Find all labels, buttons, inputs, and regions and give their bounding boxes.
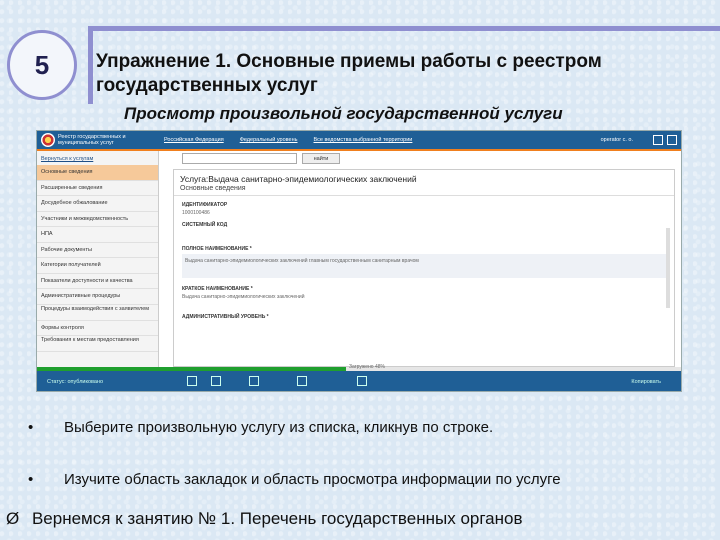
app-header <box>37 131 681 149</box>
short-name-value[interactable]: Выдача санитарно-эпидемиологических заключений <box>182 294 305 300</box>
decorative-left-bar <box>88 26 93 104</box>
sidebar-item-interaction[interactable]: Процедуры взаимодействия с заявителем <box>37 305 158 321</box>
app-footer <box>37 371 681 392</box>
monitor-icon[interactable] <box>249 376 259 386</box>
emblem-icon <box>41 133 55 147</box>
edit-icon[interactable] <box>211 376 221 386</box>
sidebar-item-quality[interactable]: Показатели доступности и качества <box>37 274 158 290</box>
search-input[interactable] <box>182 153 297 164</box>
sidebar-item-places[interactable]: Требования к местам предоставления <box>37 336 158 352</box>
id-value: 1000100486 <box>182 210 210 216</box>
user-name[interactable]: operator с. о. <box>600 137 633 143</box>
service-title: Услуга:Выдача санитарно-эпидемиологических заключений <box>180 174 417 184</box>
sidebar-item-control[interactable]: Формы контроля <box>37 321 158 337</box>
arrow-item <box>6 509 523 529</box>
panel-section-title: Основные сведения <box>174 185 674 196</box>
id-label: ИДЕНТИФИКАТОР <box>182 202 228 208</box>
copy-button[interactable]: Копировать <box>631 379 661 385</box>
back-to-services-link[interactable]: Вернуться к услугам <box>41 156 94 162</box>
sidebar-item-participants[interactable]: Участники и межведомственность <box>37 212 158 228</box>
bullet-text-1: Выберите произвольную услугу из списка, кликнув по строке. <box>64 419 494 436</box>
sidebar-item-procedures[interactable]: Административные процедуры <box>37 289 158 305</box>
nav-tab-all-agencies[interactable]: Все ведомства выбранной территории <box>313 137 413 143</box>
bullet-marker-1: • <box>28 419 34 436</box>
progress-label: Загружено 48% <box>349 364 385 370</box>
arrow-marker: Ø <box>6 509 20 528</box>
decorative-top-bar <box>88 26 720 31</box>
sidebar-item-extended-info[interactable]: Расширенные сведения <box>37 181 158 197</box>
nav-tab-federation[interactable]: Российская Федерация <box>164 137 224 143</box>
app-screenshot <box>36 130 682 392</box>
status-text: Статус: опубликовано <box>47 379 104 385</box>
sidebar-item-appeal[interactable]: Досудебное обжалование <box>37 196 158 212</box>
save-icon[interactable] <box>187 376 197 386</box>
sidebar-item-documents[interactable]: Рабочие документы <box>37 243 158 259</box>
settings-icon[interactable] <box>653 135 663 145</box>
short-name-label: КРАТКОЕ НАИМЕНОВАНИЕ * <box>182 286 253 292</box>
sidebar-item-basic-info[interactable]: Основные сведения <box>37 165 158 181</box>
scrollbar[interactable] <box>666 228 670 308</box>
history-icon[interactable] <box>357 376 367 386</box>
sidebar-item-npa[interactable]: НПА <box>37 227 158 243</box>
bullet-text-2: Изучите область закладок и область просмотра информации по услуге <box>64 471 561 488</box>
arrow-item-text: Вернемся к занятию № 1. Перечень государственных органов <box>31 509 523 528</box>
admin-level-label: АДМИНИСТРАТИВНЫЙ УРОВЕНЬ * <box>182 314 269 320</box>
nav-tab-federal-level[interactable]: Федеральный уровень <box>239 137 298 143</box>
app-logo-text: Реестр государственных и муниципальных услуг <box>58 134 126 146</box>
print-icon[interactable] <box>297 376 307 386</box>
logout-icon[interactable] <box>667 135 677 145</box>
code-label: СИСТЕМНЫЙ КОД <box>182 222 228 228</box>
full-name-field[interactable]: Выдача санитарно-эпидемиологических заключений главным государственным санитарным врачом <box>182 254 666 278</box>
sidebar <box>37 151 159 367</box>
slide-title: Упражнение 1. Основные приемы работы с реестром государственных услуг <box>96 51 602 96</box>
sidebar-item-recipients[interactable]: Категории получателей <box>37 258 158 274</box>
slide-number: 5 <box>7 30 77 100</box>
full-name-label: ПОЛНОЕ НАИМЕНОВАНИЕ * <box>182 246 252 252</box>
find-button[interactable]: найти <box>302 153 340 164</box>
bullet-marker-2: • <box>28 471 34 488</box>
service-panel <box>173 169 675 367</box>
slide-subtitle: Просмотр произвольной государственной услуги <box>124 104 563 123</box>
